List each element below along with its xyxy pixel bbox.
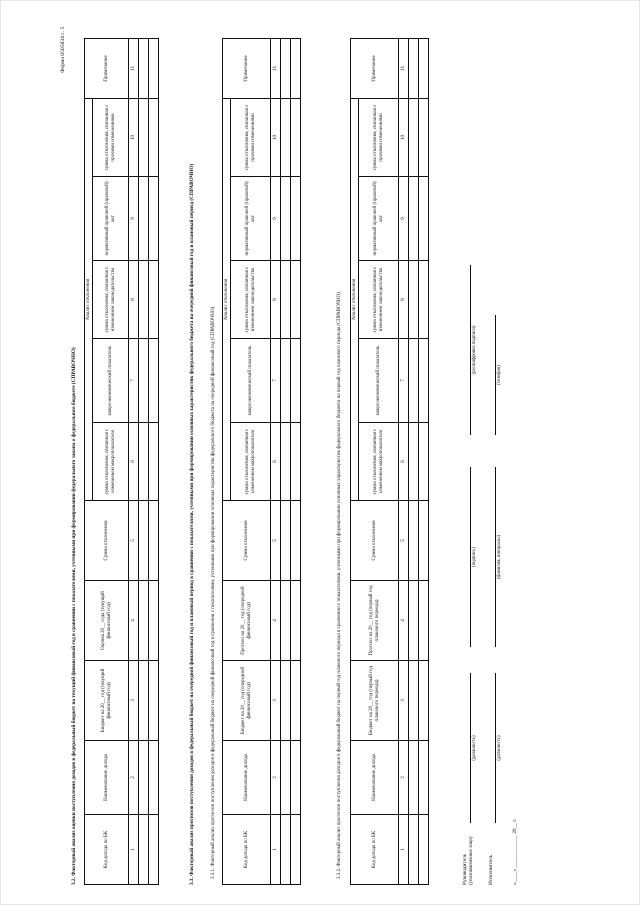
column-number: 2	[271, 741, 281, 815]
empty-data-row	[291, 38, 301, 884]
column-number: 4	[399, 581, 409, 661]
table-3-3-2	[350, 38, 429, 885]
col-deviation-header: Сумма отклонения	[223, 501, 271, 581]
column-number: 11	[399, 38, 409, 98]
col-analysis-header: Анализ отклонения	[85, 98, 93, 500]
column-number: 8	[399, 261, 409, 339]
column-number: 9	[399, 177, 409, 261]
table-3-3-1	[222, 38, 301, 885]
head-name-caption: (расшифровка подписи)	[472, 325, 477, 375]
col-act-header: нормативный правовой (правовой) акт	[231, 177, 271, 261]
col-act-header: нормативный правовой (правовой) акт	[359, 177, 399, 261]
head-signature-line	[470, 467, 471, 647]
col-deviation-header: Сумма отклонения	[351, 501, 399, 581]
column-number: 6	[271, 423, 281, 501]
column-number: 3	[271, 661, 281, 741]
section-3-3-title: 3.3. Факторный анализ прогнозов поступления доходов в федеральный бюджет на очередной финансовый год и плановый период в сравнении с показателями, учтенными при формировании основных характеристик федерального бюджета на очередной финансовый год и плановый период (СПРАВОЧНО)	[189, 163, 195, 885]
column-number: 9	[271, 177, 281, 261]
column-numbers-row	[271, 38, 281, 884]
column-number: 6	[399, 423, 409, 501]
executor-label: Исполнитель	[488, 854, 494, 885]
column-number: 7	[129, 339, 139, 423]
column-number: 1	[129, 815, 139, 885]
column-number: 3	[399, 661, 409, 741]
col-analysis-header: Анализ отклонения	[351, 98, 359, 500]
col-estimate-header: Прогноз на 20__ год (первый год планового периода)	[351, 581, 399, 661]
empty-data-row	[419, 38, 429, 884]
column-number: 4	[129, 581, 139, 661]
head-position-caption: (должность)	[472, 735, 477, 761]
col-analysis-header: Анализ отклонения	[223, 98, 231, 500]
col-other-sum-header: сумма отклонения, связанная с прочими изменениями	[93, 98, 129, 176]
column-number: 5	[399, 501, 409, 581]
column-number: 3	[129, 661, 139, 741]
col-macro-sum-header: сумма отклонения, связанная с изменением макропоказателя	[359, 423, 399, 501]
date-field: «____» ____________ 20__ г.	[512, 818, 518, 885]
executor-phone-caption: (телефон)	[497, 364, 502, 386]
column-number: 7	[399, 339, 409, 423]
col-budget-header: Бюджет на 20__ год (очередной финансовый год)	[223, 661, 271, 741]
col-other-sum-header: сумма отклонения, связанная с прочими изменениями	[231, 98, 271, 176]
column-number: 5	[129, 501, 139, 581]
col-law-sum-header: сумма отклонения, связанная с изменением законодательства	[93, 261, 129, 339]
executor-position-caption: (должность)	[497, 735, 502, 761]
section-3-3-1-title: 3.3.1. Факторный анализ прогнозов поступления доходов в федеральный бюджет на очередной финансовый год в сравнении с показателями, учтенными при формировании основных характеристик федерального бюджета на очередной финансовый год (СПРАВОЧНО)	[211, 306, 216, 879]
executor-fio-caption: (фамилия, инициалы)	[497, 534, 502, 580]
col-macro-header: макроэкономический показатель	[93, 339, 129, 423]
column-number: 5	[271, 501, 281, 581]
column-number: 10	[271, 98, 281, 176]
col-macro-sum-header: сумма отклонения, связанная с изменением макропоказателя	[93, 423, 129, 501]
executor-phone-line	[495, 315, 496, 435]
executor-position-line	[495, 673, 496, 823]
section-3-3-2-title: 3.3.2. Факторный анализ прогнозов поступления доходов в федеральный бюджет на первый год планового периода в сравнении с показателями, учтенными при формировании основных характеристик федерального бюджета на первый год планового периода (СПРАВОЧНО)	[337, 292, 342, 879]
head-sublabel: (уполномоченное лицо)	[469, 836, 474, 885]
column-number: 9	[129, 177, 139, 261]
table-3-2	[84, 38, 159, 885]
executor-fio-line	[495, 467, 496, 647]
col-macro-header: макроэкономический показатель	[359, 339, 399, 423]
col-other-sum-header: сумма отклонения, связанная с прочими изменениями	[359, 98, 399, 176]
empty-data-row	[149, 38, 159, 884]
col-name-header: Наименование дохода	[223, 741, 271, 815]
empty-data-row	[281, 38, 291, 884]
col-macro-sum-header: сумма отклонения, связанная с изменением макропоказателя	[231, 423, 271, 501]
column-numbers-row	[129, 38, 139, 884]
column-number: 11	[129, 38, 139, 98]
col-code-header: Код дохода по БК	[85, 815, 129, 885]
col-law-sum-header: сумма отклонения, связанная с изменением законодательства	[359, 261, 399, 339]
section-3-2-title: 3.2. Факторный анализ оценки поступления доходов в федеральный бюджет на текущий финансовый год в сравнении с показателями, учтенными при формировании федерального закона о федеральном бюджете (СПРАВОЧНО)	[71, 347, 77, 885]
column-number: 2	[399, 741, 409, 815]
col-macro-header: макроэкономический показатель	[231, 339, 271, 423]
column-number: 7	[271, 339, 281, 423]
col-act-header: нормативный правовой (правовой) акт	[93, 177, 129, 261]
col-code-header: Код дохода по БК	[351, 815, 399, 885]
col-note-header: Примечание	[85, 38, 129, 98]
empty-data-row	[409, 38, 419, 884]
column-number: 4	[271, 581, 281, 661]
col-estimate-header: Прогноз на 20__ год (очередной финансовый год)	[223, 581, 271, 661]
col-code-header: Код дохода по БК	[223, 815, 271, 885]
col-budget-header: Бюджет на 20__ год (текущий финансовый год)	[85, 661, 129, 741]
col-budget-header: Бюджет на 20__ год (первый год планового периода)	[351, 661, 399, 741]
column-number: 10	[129, 98, 139, 176]
col-note-header: Примечание	[351, 38, 399, 98]
col-law-sum-header: сумма отклонения, связанная с изменением законодательства	[231, 261, 271, 339]
head-signature-caption: (подпись)	[472, 547, 477, 567]
column-number: 10	[399, 98, 409, 176]
col-name-header: Наименование дохода	[85, 741, 129, 815]
column-number: 6	[129, 423, 139, 501]
head-position-line	[470, 673, 471, 823]
column-number: 2	[129, 741, 139, 815]
head-name-line	[470, 265, 471, 435]
col-deviation-header: Сумма отклонения	[85, 501, 129, 581]
col-note-header: Примечание	[223, 38, 271, 98]
form-number: Форма 0505834 с. 5	[60, 26, 66, 73]
col-name-header: Наименование дохода	[351, 741, 399, 815]
head-label: Руководитель	[462, 853, 468, 885]
column-number: 1	[271, 815, 281, 885]
empty-data-row	[139, 38, 149, 884]
col-estimate-header: Оценка 20__ года (текущий финансовый год)	[85, 581, 129, 661]
column-number: 11	[271, 38, 281, 98]
column-numbers-row	[399, 38, 409, 884]
column-number: 8	[129, 261, 139, 339]
column-number: 8	[271, 261, 281, 339]
column-number: 1	[399, 815, 409, 885]
